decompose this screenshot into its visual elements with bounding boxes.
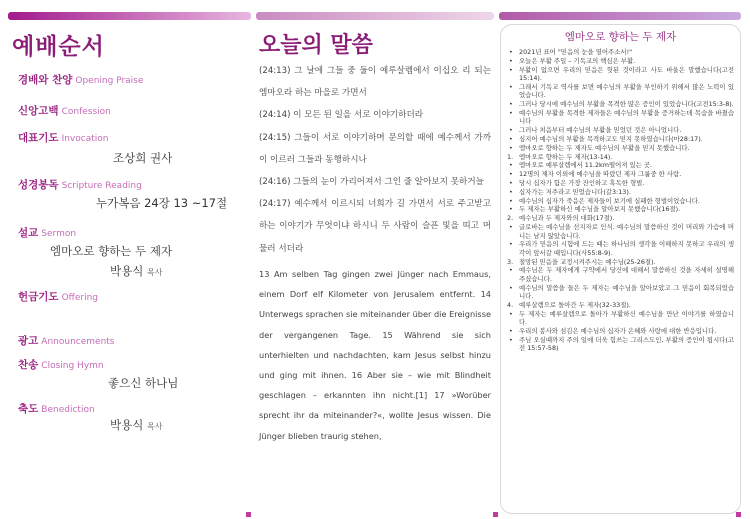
section-label-en: Invocation — [61, 134, 109, 144]
outline-bullet: • 글로바는 예수님을 선지자로 인식. 예수님의 말씀하신 것이 머리와 가슴에 머니는 남지 않았습니다. — [507, 223, 734, 240]
outline-bullet: • 예수님의 십자가 죽음은 제자들이 보기에 실패한 형벌이었습니다. — [507, 197, 734, 206]
outline-bullet: • 예수님의 말씀을 들은 두 제자는 예수님을 알아보았고 그 믿음이 회복되었습니다. — [507, 284, 734, 301]
benediction-preacher: 박용식 목사 — [110, 418, 163, 432]
section-label: 대표기도 — [18, 132, 59, 144]
section-label: 헌금기도 — [18, 291, 59, 303]
section-label-en: Sermon — [41, 229, 77, 239]
hymn-name: 좋으신 하나님 — [108, 376, 179, 390]
section-label-en: Opening Praise — [75, 76, 144, 86]
section-label-en: Confession — [61, 107, 111, 117]
section-scripture — [18, 177, 243, 210]
corner-mark — [493, 512, 498, 517]
outline-bullet: • 엠마오로 예루살렘에서 11.2km떨어져 있는 곳. — [507, 161, 734, 170]
section-invocation — [18, 130, 243, 165]
section-label-en: Offering — [61, 293, 99, 303]
outline-bullet: • 주님 오실때까지 주의 일에 더욱 힘쓰는 그리스도인, 부활의 증인이 됩시다(고전 15:57-58) — [507, 336, 734, 353]
section-label: 찬송 — [18, 359, 39, 371]
outline-bullet: • 심지어 예수님의 부활을 목격하고도 믿지 못하였습니다(마28:17). — [507, 135, 734, 144]
outline-title: 엠마오로 향하는 두 제자 — [564, 31, 677, 43]
outline-list — [507, 48, 734, 353]
section-sermon — [18, 225, 243, 278]
verse: (24:17) 예수께서 이르시되 너희가 길 가면서 서로 주고받고 하는 이야기가 무엇이냐 하시니 두 사람이 슬픈 빛을 띠고 머물러 서더라 — [259, 199, 491, 254]
corner-mark — [246, 512, 251, 517]
section-benediction — [18, 401, 243, 432]
outline-heading: 1. 엠마오로 향하는 두 제자(13-14). — [507, 152, 613, 161]
section-label: 신앙고백 — [18, 105, 59, 117]
section-label-en: Closing Hymn — [41, 361, 104, 371]
outline-bullet: • 십자가는 저주라고 믿었습니다(갈3:13). — [507, 188, 734, 197]
header-bar-middle — [256, 12, 494, 20]
section-label-en: Benediction — [41, 405, 95, 415]
header-bar-left — [8, 12, 251, 20]
outline-bullet: • 오늘은 부활 주일 – 기독교의 핵심은 부활. — [507, 57, 734, 66]
section-confession — [18, 103, 243, 118]
sermon-outline-panel — [500, 24, 741, 514]
outline-bullet: • 우리의 봉사와 섬김은 예수님의 십자가 은혜와 사랑에 대한 반응입니다. — [507, 327, 734, 336]
section-label: 설교 — [18, 227, 39, 239]
worship-order-column — [12, 28, 247, 61]
verse: (24:16) 그들의 눈이 가리어져서 그인 줄 알아보지 못하거늘 — [259, 177, 484, 188]
outline-bullet: • 부활이 없으면 우리의 믿음은 헛된 것이라고 사도 바울은 말했습니다(고전 15:14). — [507, 66, 734, 83]
korean-verses — [259, 60, 491, 260]
outline-heading: 3. 절망된 믿음을 교정시켜주시는 예수님(25-26절). — [507, 257, 656, 266]
outline-bullet: • 12명의 제자 이외에 예수님을 따랐던 제자 그룹중 한 사람. — [507, 170, 734, 179]
corner-mark — [736, 512, 741, 517]
section-opening-praise — [18, 72, 243, 87]
section-label-en: Scripture Reading — [61, 181, 142, 191]
prayer-leader: 조상희 권사 — [113, 151, 173, 165]
outline-bullet: • 두 제자는 예루살렘으로 돌아가 부활하신 예수님을 만난 이야기를 하였습니다. — [507, 310, 734, 327]
section-label: 축도 — [18, 403, 39, 415]
verse: (24:13) 그 날에 그들 중 둘이 예루살렘에서 이십오 리 되는 엠마오라 하는 마을로 가면서 — [259, 66, 491, 99]
outline-bullet: • 그러나 당시에 예수님의 부활을 목격한 많은 증인이 있었습니다(고전15:3-8). — [507, 100, 734, 109]
outline-heading: 4. 예루살렘으로 돌아간 두 제자(32-33절). — [507, 301, 631, 310]
outline-heading: 2. 예수님과 두 제자와의 대화(17절). — [507, 214, 615, 223]
outline-bullet: • 예수님은 두 제자에게 구약에서 당신에 대해서 말씀하신 것을 자세히 설명해 주셨습니다. — [507, 266, 734, 283]
section-label: 광고 — [18, 335, 39, 347]
outline-bullet: • 두 제자는 부활하신 예수님을 알아보지 못했습니다(16절). — [507, 205, 734, 214]
outline-bullet: • 그래서 기독교 역사를 보면 예수님의 부활을 부인하기 위해서 많은 노력이 있었습니다. — [507, 83, 734, 100]
outline-bullet: • 당시 십자가 함은 가장 잔인하고 혹독한 형벌. — [507, 179, 734, 188]
german-verses: 13 Am selben Tag gingen zwei Jünger nach Emmaus, einem Dorf elf Kilometer von Jerusalem entfernt. 14 Unterwegs sprachen sie miteinander über die Ereignisse der vergangenen Tage. 15 Während sie sich unterhielten und nachdachten, kam Jesus selbst hinzu und ging mit ihnen. 16 Aber sie – wie mit Blindheit geschlagen – erkannten ihn nicht.[1] 17 »Worüber sprecht ihr da miteinander?«, wollte Jesus wissen. Die Jünger blieben traurig stehen, — [259, 269, 491, 441]
section-label: 경배와 찬양 — [18, 74, 73, 86]
section-label: 성경봉독 — [18, 179, 59, 191]
worship-order-title: 예배순서 — [12, 34, 105, 60]
verse: (24:14) 이 모든 된 일을 서로 이야기하더라 — [259, 110, 424, 121]
outline-bullet: • 예수님의 부활을 목격한 제자들은 예수님의 부활을 증거하는데 목숨을 바쳤습니다 — [507, 109, 734, 126]
outline-bullet: • 그러나 처음부터 예수님의 부활을 믿었던 것은 아니었니다. — [507, 126, 734, 135]
verse: (24:15) 그들이 서로 이야기하며 문의할 때에 예수께서 가까이 이르러 그들과 동행하시나 — [259, 132, 491, 165]
section-offering — [18, 289, 243, 304]
today-word-column — [259, 28, 491, 59]
outline-bullet: • 우리가 믿음의 시험에 드는 때는 하나님의 생각을 이해하지 못하고 우리의 생각이 앞서갈 때입니다(사55:8-9). — [507, 240, 734, 257]
section-announcements — [18, 333, 243, 348]
section-label-en: Announcements — [41, 337, 115, 347]
outline-bullet: • 엠마오로 향하는 두 제자도 예수님의 부활을 믿지 못했습니다. — [507, 144, 734, 153]
header-bar-right — [499, 12, 741, 20]
scripture-passage: 누가복음 24장 13 ~17절 — [96, 196, 228, 210]
outline-bullet: • 2021년 표어 "믿음의 눈을 열어주소서!" — [507, 48, 734, 57]
sermon-title: 엠마오로 향하는 두 제자 — [50, 244, 173, 258]
today-word-title: 오늘의 말씀 — [259, 33, 373, 58]
section-closing-hymn — [18, 357, 243, 390]
sermon-preacher: 박용식 목사 — [110, 264, 163, 278]
